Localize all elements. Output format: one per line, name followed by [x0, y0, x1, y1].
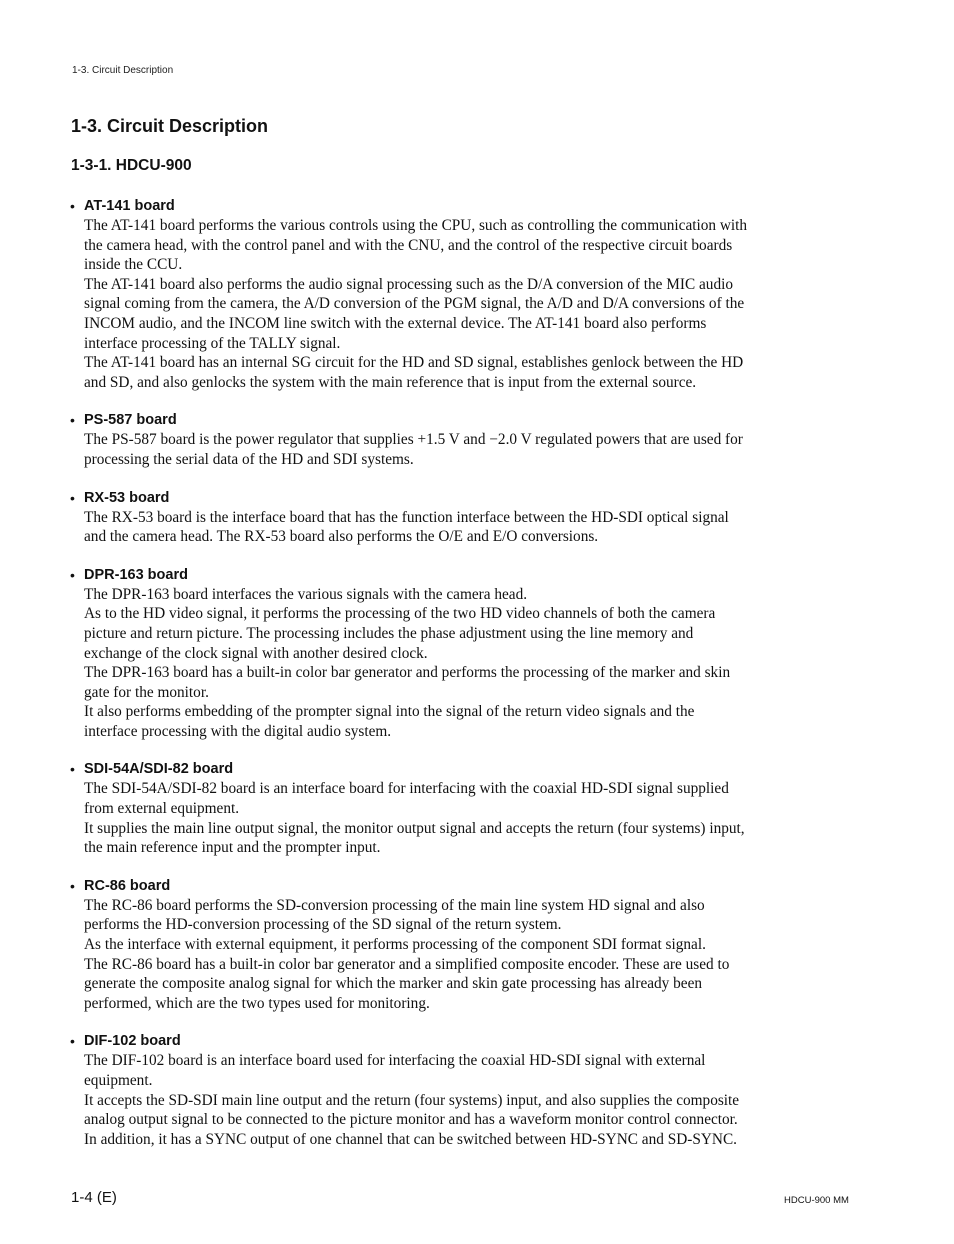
body-paragraph: The RC-86 board has a built-in color bar generator and a simplified composite encoder. These are used to generate the composite analog signal for which the marker and skin gate processing has already been performed, which are the two types used for monitoring. — [84, 955, 730, 1012]
bullet-marker: • — [70, 198, 75, 214]
board-heading-text: DPR-163 board — [84, 566, 188, 583]
section-title: 1-3. Circuit Description — [71, 116, 269, 136]
bullet-marker: • — [70, 877, 75, 894]
manual-name: HDCU-900 MM — [784, 1195, 849, 1206]
board-section — [70, 196, 750, 392]
board-heading — [70, 488, 750, 508]
body-paragraph: The RX-53 board is the interface board that has the function interface between the HD-SDI optical signal and the camera head. The RX-53 board also performs the O/E and E/O conversions. — [84, 508, 729, 546]
body-paragraph: The AT-141 board performs the various controls using the CPU, such as controlling the communication with the camera head, with the control panel and with the CNU, and the control of the respective circuit boards inside the CCU. — [84, 217, 748, 274]
board-section — [70, 410, 750, 469]
body-paragraph: It accepts the SD-SDI main line output and the return (four systems) input, and also supplies the composite analog output signal to be connected to the picture monitor and has a waveform monitor control connector. — [84, 1091, 740, 1129]
body-paragraph: As the interface with external equipment, it performs processing of the component SDI format signal. — [84, 936, 706, 954]
bullet-marker: • — [70, 566, 75, 583]
bullet-marker: • — [70, 489, 75, 506]
board-heading-text: PS-587 board — [84, 412, 177, 429]
bullet-marker: • — [70, 761, 75, 778]
page-number: 1-4 (E) — [71, 1189, 117, 1206]
body-paragraph: In addition, it has a SYNC output of one channel that can be switched between HD-SYNC and SD-SYNC. — [84, 1130, 737, 1148]
board-heading — [70, 759, 750, 779]
board-heading-text: RX-53 board — [84, 489, 170, 506]
board-heading-text: RC-86 board — [84, 877, 171, 894]
subsection-title: 1-3-1. HDCU-900 — [71, 157, 192, 174]
body-paragraph: The AT-141 board has an internal SG circuit for the HD and SD signal, establishes genlock between the HD and SD, and also genlocks the system with the main reference that is input from the external source. — [84, 354, 744, 391]
board-heading — [70, 196, 750, 216]
body-paragraph: The DPR-163 board interfaces the various signals with the camera head. — [84, 585, 528, 603]
board-heading-text: SDI-54A/SDI-82 board — [84, 761, 234, 778]
body-paragraph: The DIF-102 board is an interface board used for interfacing the coaxial HD-SDI signal with external equipment. — [84, 1052, 706, 1089]
board-heading — [70, 1031, 750, 1051]
board-sections — [70, 196, 750, 1167]
body-paragraph: It also performs embedding of the prompter signal into the signal of the return video signals and the interface processing with the digital audio system. — [84, 703, 695, 740]
board-heading-text: DIF-102 board — [84, 1033, 181, 1050]
bullet-marker: • — [70, 412, 75, 429]
board-section — [70, 1031, 750, 1149]
body-paragraph: The PS-587 board is the power regulator that supplies +1.5 V and −2.0 V regulated powers that are used for processing the serial data of the HD and SDI systems. — [84, 431, 743, 468]
body-paragraph: The AT-141 board also performs the audio signal processing such as the D/A conversion of the MIC audio signal coming from the camera, the A/D conversion of the PGM signal, the A/D and D/A conversions of the INCOM audio, and the INCOM line switch with the external device. The AT-141 board also performs interface processing of the TALLY signal. — [84, 275, 745, 352]
body-paragraph: As to the HD video signal, it performs the processing of the two HD video channels of both the camera picture and return picture. The processing includes the phase adjustment using the line memory and exchange of the clock signal with another desired clock. — [84, 605, 716, 662]
running-head: 1-3. Circuit Description — [72, 65, 174, 76]
board-section — [70, 876, 750, 1014]
board-section — [70, 759, 750, 857]
board-heading — [70, 410, 750, 430]
body-paragraph: It supplies the main line output signal, the monitor output signal and accepts the return (four systems) input, the main reference input and the prompter input. — [84, 819, 745, 857]
board-heading — [70, 565, 750, 585]
bullet-marker: • — [70, 1033, 75, 1050]
board-section — [70, 488, 750, 547]
body-paragraph: The DPR-163 board has a built-in color bar generator and performs the processing of the marker and skin gate for the monitor. — [84, 664, 731, 701]
board-heading — [70, 876, 750, 896]
body-paragraph: The SDI-54A/SDI-82 board is an interface board for interfacing with the coaxial HD-SDI signal supplied from external equipment. — [84, 780, 729, 818]
board-heading-text: AT-141 board — [84, 198, 175, 214]
body-paragraph: The RC-86 board performs the SD-conversion processing of the main line system HD signal and also performs the HD-conversion processing of the SD signal of the return system. — [84, 896, 705, 934]
board-section — [70, 565, 750, 742]
